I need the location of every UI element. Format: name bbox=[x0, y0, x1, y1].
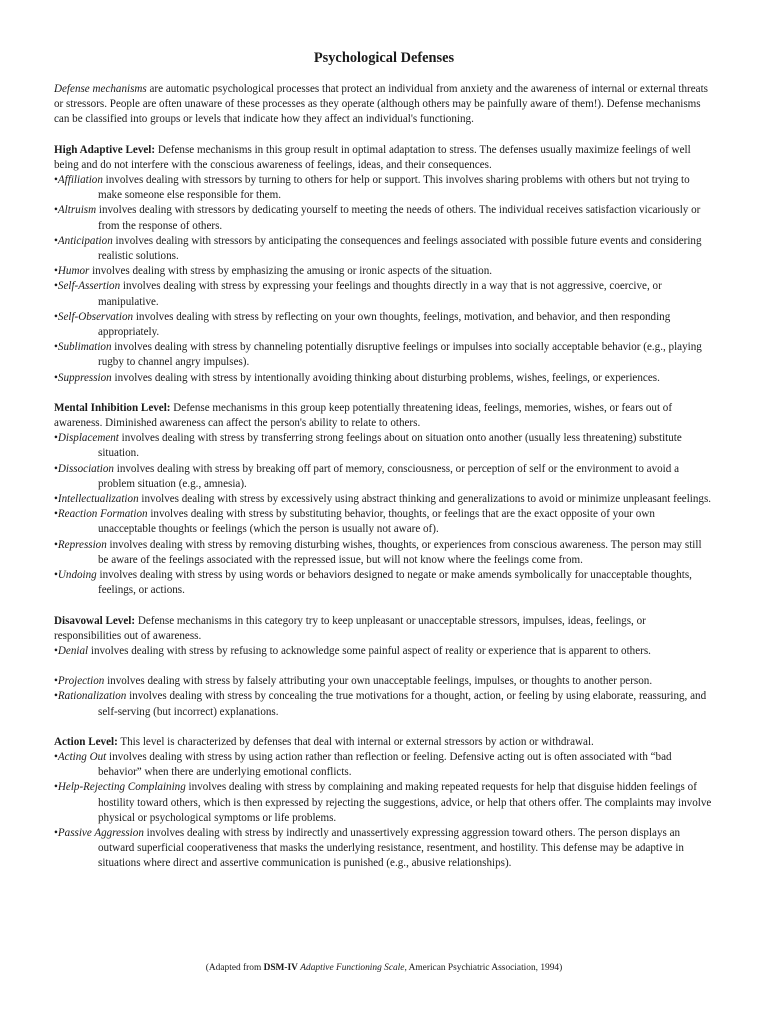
section-description: This level is characterized by defenses that deal with internal or external stressors by action or withdrawal. bbox=[117, 735, 594, 748]
section-high-adaptive bbox=[54, 143, 714, 386]
list-item-dissociation: •Dissociation involves dealing with stress by breaking off part of memory, consciousness, or perception of self or the environment to avoid a problem situation (e.g., amnesia). bbox=[54, 462, 680, 490]
section-intro bbox=[54, 401, 714, 431]
list-item-help-rejecting-complaining: •Help-Rejecting Complaining involves dealing with stress by complaining and making repeated requests for help that disguise hidden feelings of hostility toward others, which is then expressed by rejecting the suggestions, advice, or help that others offer. The complaints may involve physical or psychological symptoms or life problems. bbox=[54, 781, 712, 824]
section-description: Defense mechanisms in this group keep potentially threatening ideas, feelings, memories, wishes, or fears out of awareness. Diminished awareness can affect the person's ability to relate to others. bbox=[54, 401, 673, 430]
list-item-intellectualization: •Intellectualization involves dealing with stress by excessively using abstract thinking and generalizations to avoid or minimize unpleasant feelings. bbox=[54, 493, 712, 506]
section-heading: High Adaptive Level: bbox=[54, 143, 156, 156]
intro-paragraph bbox=[54, 82, 714, 128]
section-heading: Disavowal Level: bbox=[54, 614, 136, 627]
list-item-passive-aggression: •Passive Aggression involves dealing with stress by indirectly and unassertively expressing aggression toward others. The person displays an outward superficial cooperativeness that masks the underlying resistance, resentment, and hostility. This defense may be adaptive in situations where direct and assertive communication is punished (e.g., abusive relationships). bbox=[54, 826, 684, 870]
section-action bbox=[54, 735, 714, 872]
list-item-repression: •Repression involves dealing with stress by removing disturbing wishes, thoughts, or experiences from conscious awareness. The person may still be aware of the feelings associated with the repressed issue, but will not know where the feelings come from. bbox=[54, 538, 702, 566]
list-item-suppression: •Suppression involves dealing with stress by intentionally avoiding thinking about disturbing problems, wishes, feelings, or experiences. bbox=[54, 371, 660, 384]
list-item-self-observation: •Self-Observation involves dealing with stress by reflecting on your own thoughts, feelings, motivation, and behavior, and then responding appropriately. bbox=[54, 310, 671, 339]
section-description: Defense mechanisms in this group result in optimal adaptation to stress. The defenses usually maximize feelings of well being and do not interfere with the conscious awareness of feelings, ideas, and their consequences. bbox=[54, 143, 691, 171]
section-heading: Action Level: bbox=[54, 735, 118, 748]
list-item-self-assertion: •Self-Assertion involves dealing with stress by expressing your feelings and thoughts directly in a way that is not aggressive, coercive, or manipulative. bbox=[54, 280, 662, 308]
list-item-denial: •Denial involves dealing with stress by refusing to acknowledge some painful aspect of reality or experience that is apparent to others. bbox=[54, 644, 651, 657]
source-citation: (Adapted from DSM-IV Adaptive Functioning Scale, American Psychiatric Association, 1994) bbox=[205, 963, 563, 973]
list-item-sublimation: •Sublimation involves dealing with stress by channeling potentially disruptive feelings or impulses into socially acceptable behavior (e.g., playing rugby to channel angry impulses). bbox=[54, 341, 702, 369]
list-item-rationalization: •Rationalization involves dealing with stress by concealing the true motivations for a thought, action, or feeling by using elaborate, reassuring, and self-serving (but incorrect) explanations. bbox=[54, 690, 707, 718]
list-item-undoing: •Undoing involves dealing with stress by using words or behaviors designed to negate or make amends symbolically for unacceptable thoughts, feelings, or actions. bbox=[54, 569, 692, 597]
section-heading: Mental Inhibition Level: bbox=[54, 401, 171, 414]
section-description: Defense mechanisms in this category try to keep unpleasant or unacceptable stressors, impulses, ideas, feelings, or responsibilities out of awareness. bbox=[54, 614, 646, 642]
page-title: Psychological Defenses bbox=[313, 50, 455, 66]
section-intro bbox=[54, 143, 714, 173]
list-item-humor: •Humor involves dealing with stress by emphasizing the amusing or ironic aspects of the situation. bbox=[54, 265, 493, 278]
section-intro bbox=[54, 614, 714, 644]
list-item-altruism: •Altruism involves dealing with stressors by dedicating yourself to meeting the needs of others. The individual receives satisfaction vicariously or from the response of others. bbox=[54, 204, 701, 232]
list-item-affiliation: •Affiliation involves dealing with stressors by turning to others for help or support. This involves sharing problems with others but not trying to make someone else responsible for them. bbox=[54, 174, 690, 202]
list-item-displacement: •Displacement involves dealing with stress by transferring strong feelings about on situation onto another (usually less threatening) substitute situation. bbox=[54, 432, 682, 460]
intro-text: are automatic psychological processes that protect an individual from anxiety and the awareness of internal or external threats or stressors. People are often unaware of these processes as they operate (although others may be painfully aware of them!). Defense mechanisms can be classified into groups or levels that indicate how they affect an individual's functioning. bbox=[54, 83, 708, 126]
section-intro bbox=[54, 735, 714, 750]
list-item-projection: •Projection involves dealing with stress by falsely attributing your own unacceptable feelings, impulses, or thoughts to another person. bbox=[54, 675, 653, 688]
list-item-anticipation: •Anticipation involves dealing with stressors by anticipating the consequences and feelings associated with possible future events and considering realistic solutions. bbox=[54, 234, 702, 263]
list-item-reaction-formation: •Reaction Formation involves dealing with stress by substituting behavior, thoughts, or feelings that are the exact opposite of your own unacceptable thoughts or feelings (which the person is usually not aware of). bbox=[54, 508, 655, 536]
section-mental-inhibition bbox=[54, 401, 714, 599]
list-item-acting-out: •Acting Out involves dealing with stress by using action rather than reflection or feeling. Defensive acting out is often associated with “bad behavior” when there are underlying emotional conflicts. bbox=[54, 750, 672, 779]
section-disavowal bbox=[54, 614, 714, 720]
intro-term: Defense mechanisms bbox=[54, 83, 147, 95]
